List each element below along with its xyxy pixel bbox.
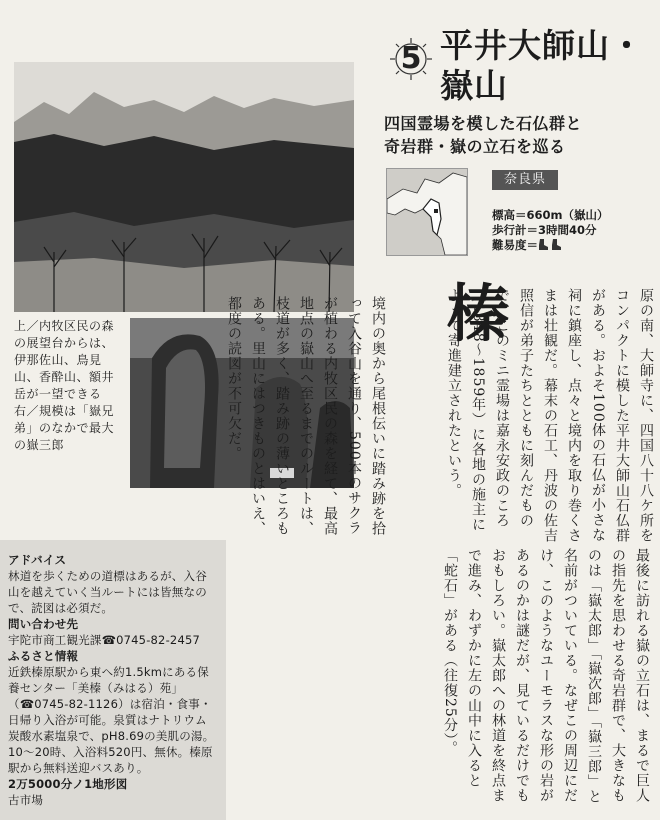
page-subtitle bbox=[384, 112, 652, 158]
map-heading: 2万5000分ノ1地形図 bbox=[8, 777, 128, 791]
contact-heading: 問い合わせ先 bbox=[8, 617, 79, 631]
photo-caption: 上／内牧区民の森の展望台からは、伊那佐山、鳥見山、香酔山、額井岳が一望できる 右／規模は「嶽兄弟」のなかで最大の嶽三郎 bbox=[14, 319, 115, 452]
advice-box bbox=[0, 540, 226, 820]
elevation-text: 標高＝660m（嶽山） bbox=[492, 208, 609, 222]
map-text: 古市場 bbox=[8, 793, 44, 807]
subtitle-line-1: 四国霊場を模した石仏群と bbox=[384, 114, 583, 133]
article-column-a: 原の南、大師寺に、四国八十八ケ所をコンパクトに模した平井大師山石仏群がある。およそ100体の石仏が小さな祠に鎮座し、点々と境内を取り巻くさまは壮観だ。幕末の石工、丹波の佐吉照信が弟子たちとともに刻んだもので、このミニ霊場は嘉永安政のころ（1848〜1859年）に各地の施主によって寄進建立されたという。 bbox=[446, 288, 654, 543]
page-title bbox=[440, 26, 656, 106]
advice-heading: アドバイス bbox=[8, 553, 67, 567]
difficulty-label: 難易度＝ bbox=[492, 238, 538, 252]
hometown-heading: ふるさと情報 bbox=[8, 649, 79, 663]
difficulty-row bbox=[492, 238, 652, 253]
article-column-b: 境内の奥から尾根伝いに踏み跡を拾って入谷山を通り、500本のサクラが植わる内牧区民の森を経て、最高地点の嶽山へ至るまでのルートは、枝道が多く、踏み跡の薄いところもある。里山にはつきものとはいえ、都度の読図が不可欠だ。 bbox=[226, 296, 386, 536]
boot-icon bbox=[538, 239, 549, 250]
article-column-c: 最後に訪れる嶽の立石は、まるで巨人の指先を思わせる奇岩群で、大きなものは「嶽太郎」「嶽次郎」「嶽三郎」と名前がついている。なぜこの周辺にだけ、このようなユーモラスな形の岩があるのかは謎だが、見ているだけでもおもしろい。嶽太郎への林道を終点まで進み、わずかに左の山中に入ると「蛇石」がある（往復25分）。 bbox=[442, 548, 650, 804]
article-dropcap: 榛 bbox=[446, 277, 509, 350]
prefecture-badge: 奈良県 bbox=[492, 170, 558, 190]
route-specs bbox=[492, 208, 652, 253]
title-line-2: 嶽山 bbox=[440, 66, 508, 105]
boot-icon bbox=[551, 239, 562, 250]
route-number: 5 bbox=[400, 41, 422, 76]
advice-text: 林道を歩くための道標はあるが、入谷山を越えていく当ルートには皆無なので、読図は必須だ。 bbox=[8, 569, 207, 615]
contact-text: 宇陀市商工観光課☎0745-82-2457 bbox=[8, 633, 200, 647]
landscape-photo bbox=[14, 62, 354, 312]
hometown-text: 近鉄榛原駅から東へ約1.5kmにある保養センター「美榛（みはる）苑」（☎0745-82-1126）は宿泊・食事・日帰り入浴が可能。泉質はナトリウム炭酸水素塩泉で、pH8.69の美肌の湯。10〜20時、入浴料520円、無休。榛原駅から無料送迎バスあり。 bbox=[8, 665, 215, 775]
walking-time-text: 歩行計＝3時間40分 bbox=[492, 223, 597, 237]
subtitle-line-2: 奇岩群・嶽の立石を巡る bbox=[384, 137, 566, 156]
route-number-badge bbox=[388, 36, 434, 82]
title-line-1: 平井大師山・ bbox=[440, 26, 644, 65]
location-map bbox=[386, 168, 468, 256]
location-marker bbox=[434, 209, 438, 213]
